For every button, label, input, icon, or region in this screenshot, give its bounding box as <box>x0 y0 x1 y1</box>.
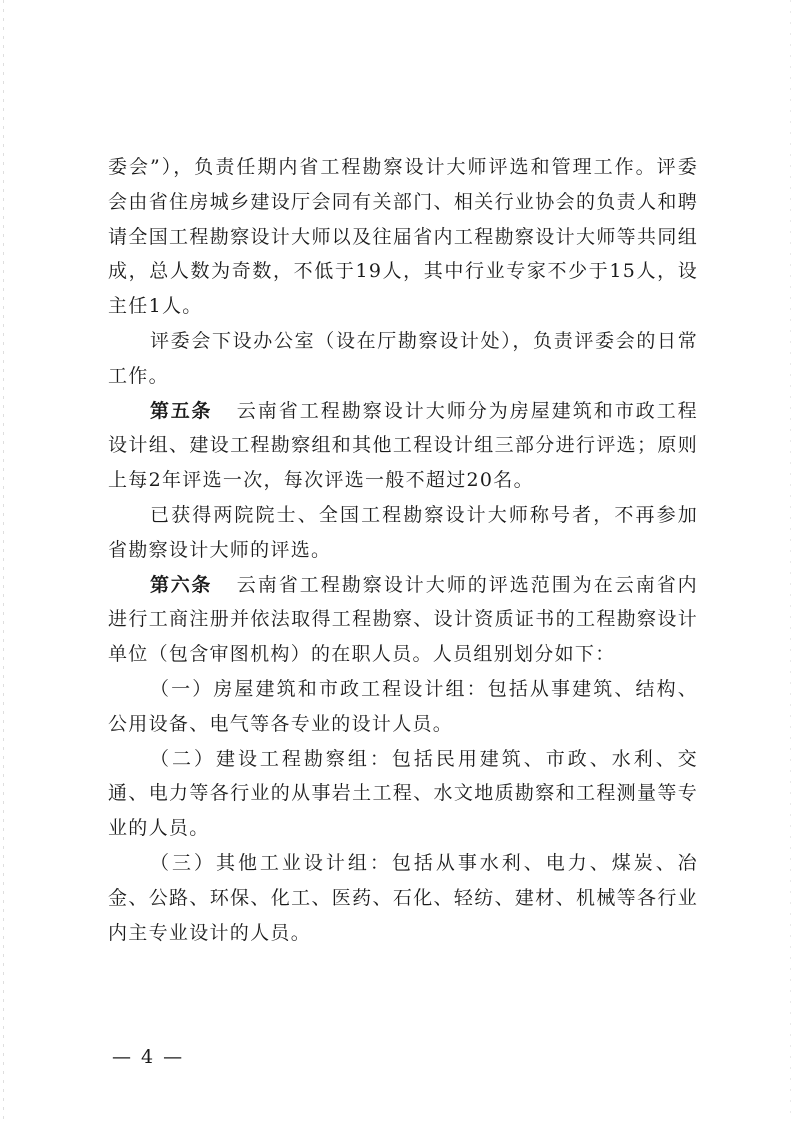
paragraph-exclusion: 已获得两院院士、全国工程勘察设计大师称号者，不再参加省勘察设计大师的评选。 <box>108 503 698 561</box>
article-5-title: 第五条 <box>150 399 213 422</box>
page-number: — 4 — <box>112 1046 185 1068</box>
list-item-building-municipal: （一）房屋建筑和市政工程设计组：包括从事建筑、结构、公用设备、电气等各专业的设计人员。 <box>108 677 698 735</box>
paragraph-committee-office: 评委会下设办公室（设在厅勘察设计处），负责评委会的日常工作。 <box>108 329 698 387</box>
article-5-paragraph <box>108 394 698 498</box>
article-5-text: 云南省工程勘察设计大师分为房屋建筑和市政工程设计组、建设工程勘察组和其他工程设计组三部分进行评选；原则上每2年评选一次，每次评选一般不超过20名。 <box>108 399 698 492</box>
document-body <box>108 150 698 950</box>
article-6-title: 第六条 <box>150 573 213 596</box>
list-item-industrial: （三）其他工业设计组：包括从事水利、电力、煤炭、冶金、公路、环保、化工、医药、石化、轻纺、建材、机械等各行业内主专业设计的人员。 <box>108 851 698 944</box>
list-item-survey: （二）建设工程勘察组：包括民用建筑、市政、水利、交通、电力等各行业的从事岩土工程、水文地质勘察和工程测量等专业的人员。 <box>108 747 698 840</box>
article-6-paragraph <box>108 568 698 672</box>
scan-edge-mark <box>3 0 4 1122</box>
scan-edge-mark-right <box>790 0 791 1122</box>
paragraph-committee-composition: 委会”），负责任期内省工程勘察设计大师评选和管理工作。评委会由省住房城乡建设厅会同有关部门、相关行业协会的负责人和聘请全国工程勘察设计大师以及往届省内工程勘察设计大师等共同组成，总人数为奇数，不低于19人，其中行业专家不少于15人，设主任1人。 <box>108 156 698 318</box>
article-6-text: 云南省工程勘察设计大师的评选范围为在云南省内进行工商注册并依法取得工程勘察、设计资质证书的工程勘察设计单位（包含审图机构）的在职人员。人员组别划分如下： <box>108 573 698 666</box>
